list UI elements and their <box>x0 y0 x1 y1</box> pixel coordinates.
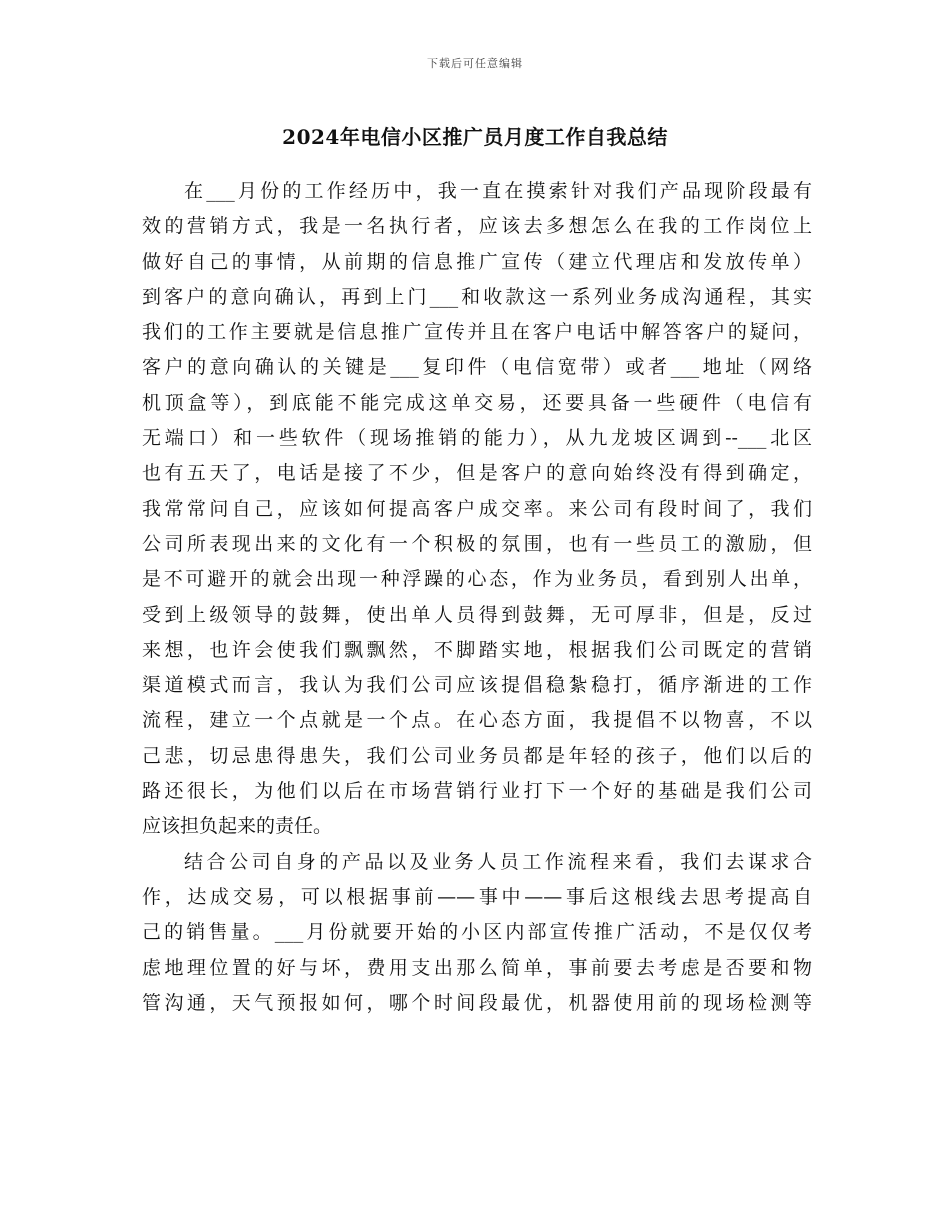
text-line: 结合公司自身的产品以及业务人员工作流程来看，我们去谋求合 <box>184 850 812 873</box>
text-line: 作，达成交易，可以根据事前——事中——事后这根线去思考提高自 <box>142 885 812 908</box>
text-line: 到客户的意向确认，再到上门___和收款这一系列业务成沟通程，其实 <box>142 285 812 308</box>
text-line: 也有五天了，电话是接了不少，但是客户的意向始终没有得到确定， <box>142 462 812 485</box>
text-line: 机顶盒等），到底能不能完成这单交易，还要具备一些硬件（电信有 <box>142 391 812 414</box>
text-line: 效的营销方式，我是一名执行者，应该去多想怎么在我的工作岗位上 <box>142 215 812 238</box>
document-body <box>142 174 812 1021</box>
text-line: 做好自己的事情，从前期的信息推广宣传（建立代理店和发放传单） <box>142 250 812 273</box>
document-title: 2024年电信小区推广员月度工作自我总结 <box>282 125 668 149</box>
text-line: 我们的工作主要就是信息推广宣传并且在客户电话中解答客户的疑问， <box>142 321 812 344</box>
text-line: 流程，建立一个点就是一个点。在心态方面，我提倡不以物喜，不以 <box>142 709 812 732</box>
text-line: 渠道模式而言，我认为我们公司应该提倡稳紮稳打，循序渐进的工作 <box>142 674 812 697</box>
text-line: 是不可避开的就会出现一种浮躁的心态，作为业务员，看到别人出单， <box>142 568 812 591</box>
paragraph-1 <box>142 174 812 845</box>
text-line: 我常常问自己，应该如何提高客户成交率。来公司有段时间了，我们 <box>142 497 812 520</box>
text-line: 路还很长，为他们以后在市场营销行业打下一个好的基础是我们公司 <box>142 780 812 803</box>
text-line: 来想，也许会使我们飘飘然，不脚踏实地，根据我们公司既定的营销 <box>142 638 812 661</box>
text-line: 应该担负起来的责任。 <box>142 815 333 838</box>
text-line: 在___月份的工作经历中，我一直在摸索针对我们产品现阶段最有 <box>184 180 812 202</box>
text-line: 管沟通，天气预报如何，哪个时间段最优，机器使用前的现场检测等 <box>142 991 812 1014</box>
text-line: 己的销售量。___月份就要开始的小区内部宣传推广活动，不是仅仅考 <box>142 921 812 944</box>
text-line: 公司所表现出来的文化有一个积极的氛围，也有一些员工的激励，但 <box>142 532 812 555</box>
text-line: 受到上级领导的鼓舞，使出单人员得到鼓舞，无可厚非，但是，反过 <box>142 603 812 626</box>
page-header-note: 下载后可任意编辑 <box>427 57 523 70</box>
text-line: 虑地理位置的好与坏，费用支出那么简单，事前要去考虑是否要和物 <box>142 956 812 979</box>
text-line: 己悲，切忌患得患失，我们公司业务员都是年轻的孩子，他们以后的 <box>142 744 812 767</box>
paragraph-2 <box>142 845 812 1021</box>
text-line: 客户的意向确认的关键是___复印件（电信宽带）或者___地址（网络 <box>142 356 812 379</box>
text-line: 无端口）和一些软件（现场推销的能力），从九龙坡区调到--___北区 <box>142 427 812 450</box>
